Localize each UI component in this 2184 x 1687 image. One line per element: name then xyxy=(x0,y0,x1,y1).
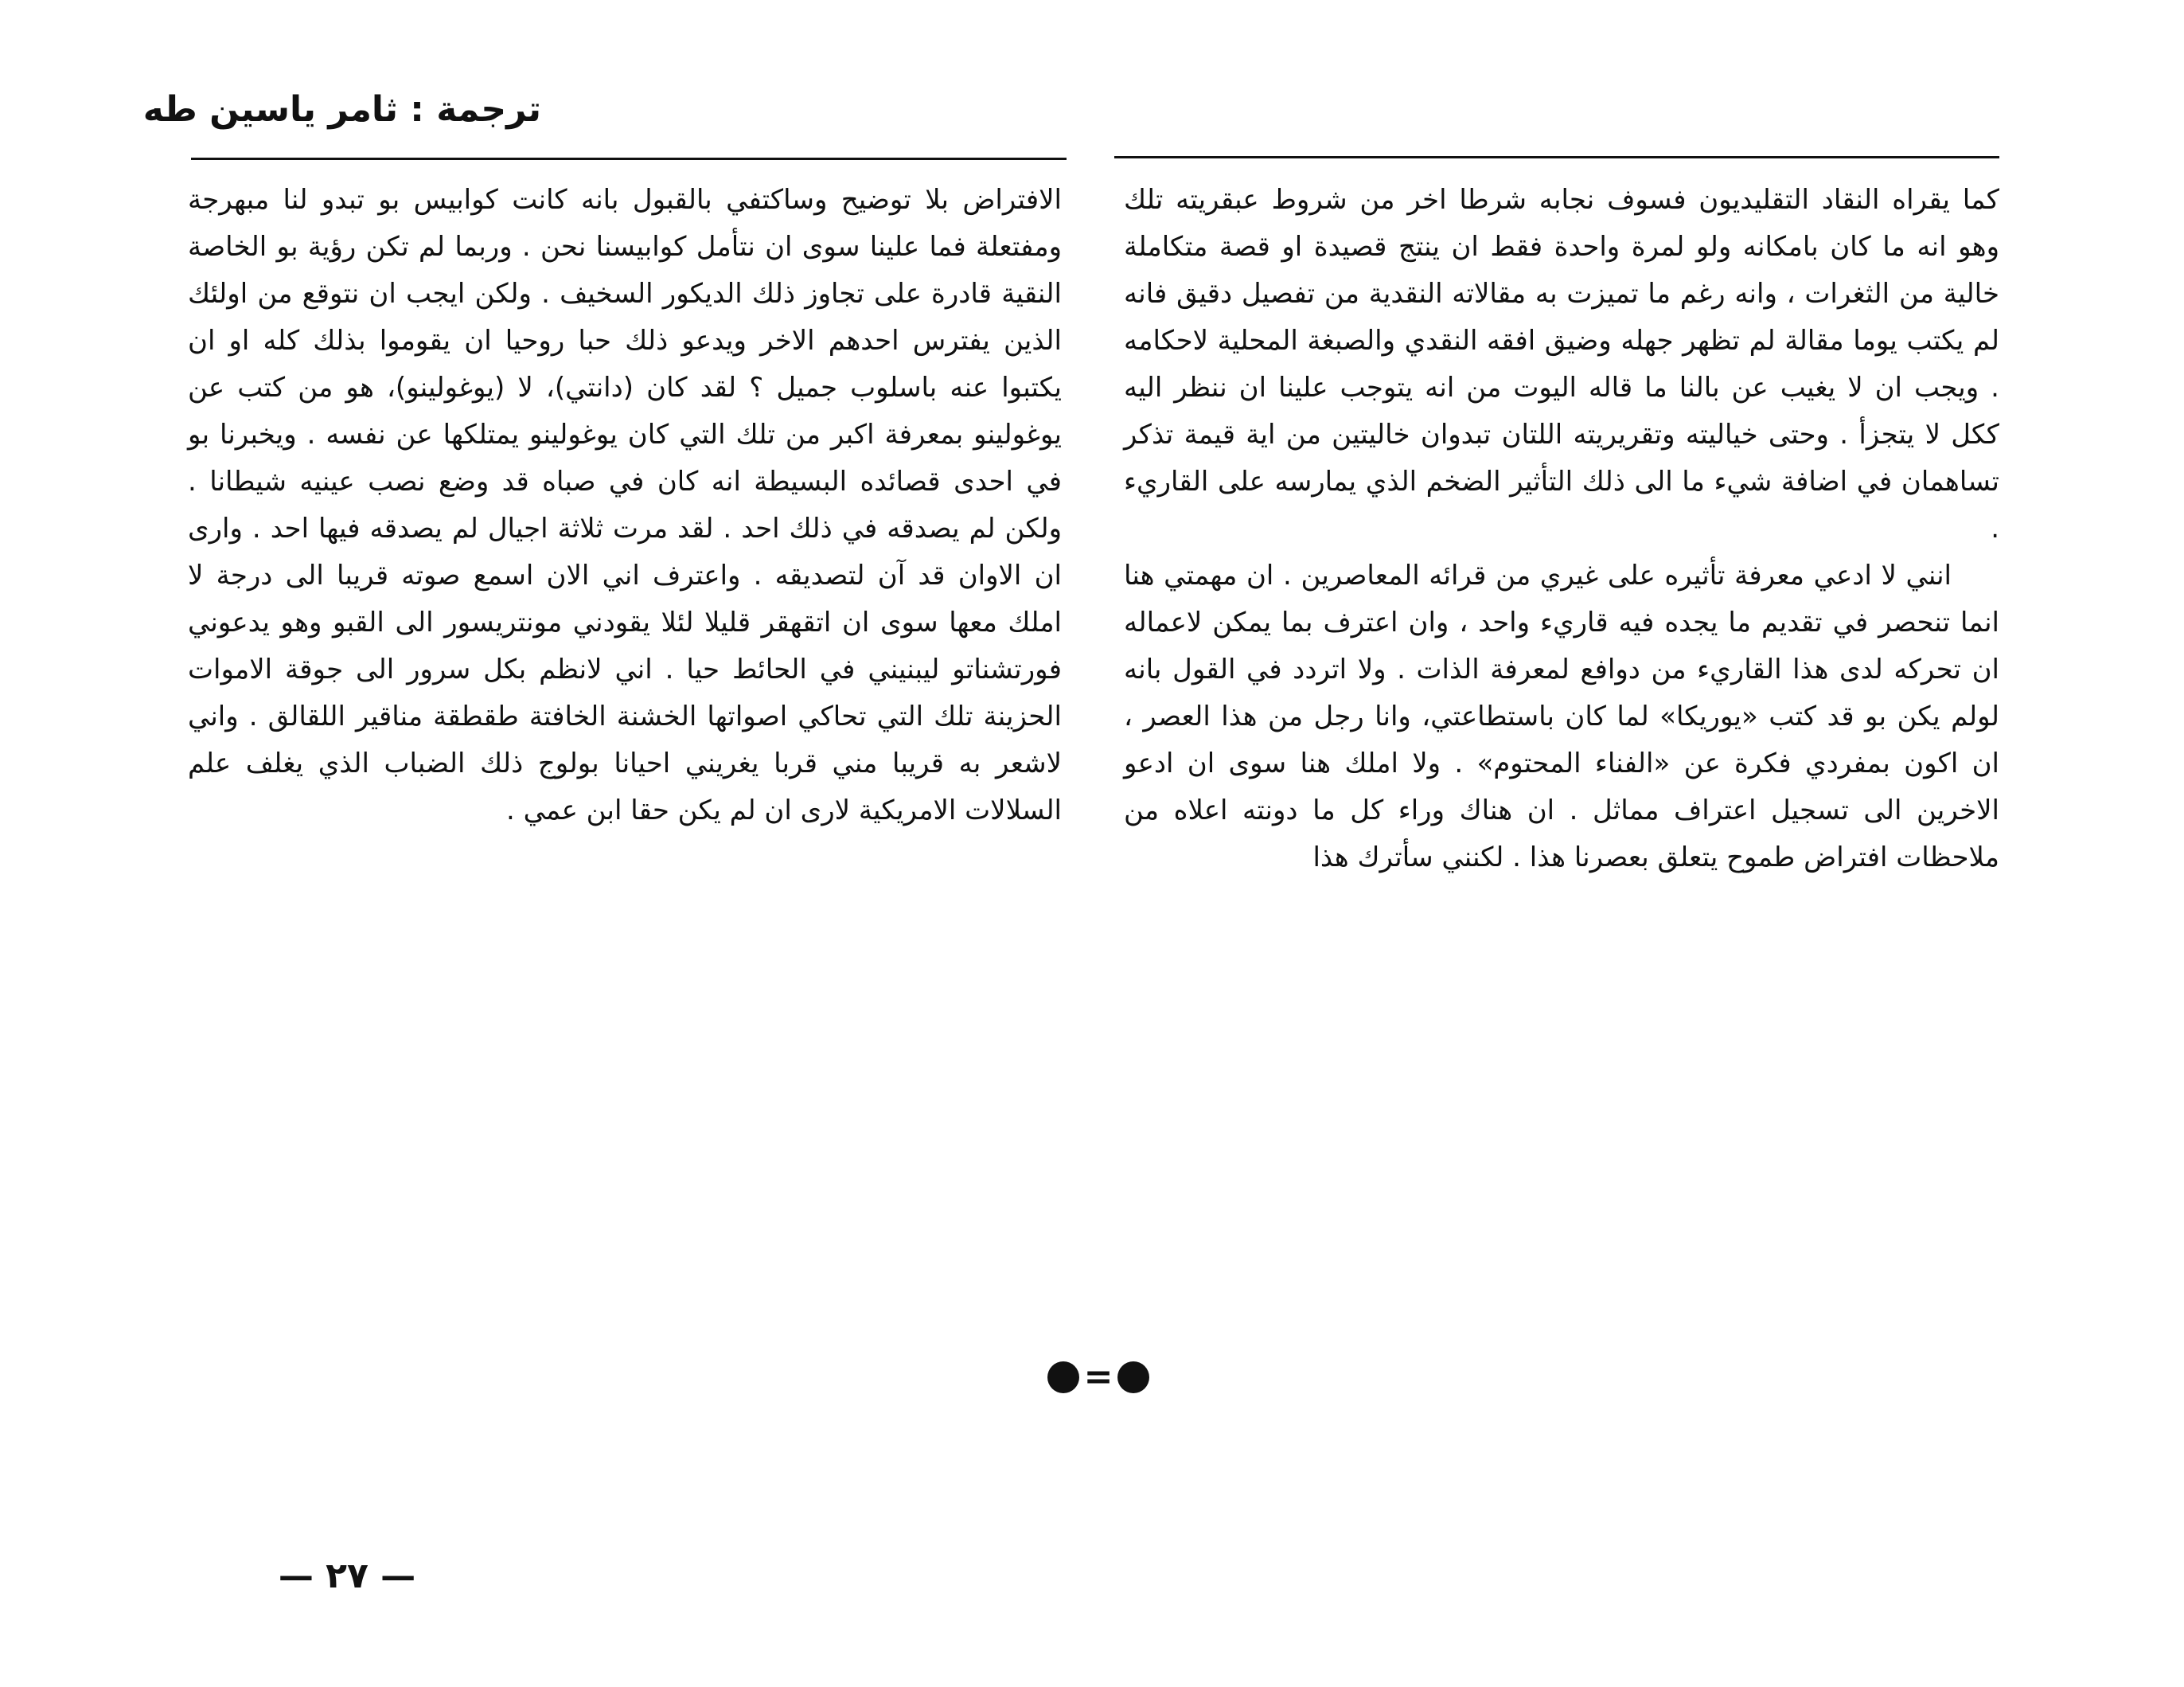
header-rule-right xyxy=(1114,156,1999,158)
paragraph: الافتراض بلا توضيح وساكتفي بالقبول بانه كانت كوابيس بو تبدو لنا مبهرجة ومفتعلة فما علينا سوى ان نتأمل كوابيسنا نحن . وربما لم تكن رؤية بو الخاصة النقية قادرة على تجاوز ذلك الديكور السخيف . ولكن ايجب ان نتوقع من اولئك الذين يفترس احدهم الاخر ويدعو ذلك حبا روحيا ان يقوموا بذلك كله او ان يكتبوا عنه باسلوب جميل ؟ لقد كان (دانتي)، لا (يوغولينو)، هو من كتب عن يوغولينو بمعرفة اكبر من تلك التي كان يوغولينو يمتلكها عن نفسه . ويخبرنا بو في احدى قصائده البسيطة انه كان في صباه قد وضع نصب عينيه شيطانا . ولكن لم يصدقه في ذلك احد . لقد مرت ثلاثة اجيال لم يصدقه فيها احد . وارى ان الاوان قد آن لتصديقه . واعترف اني الان اسمع صوته قريبا الى درجة لا املك معها سوى ان اتقهقر قليلا لئلا يقودني مونتريسور الى القبو وهو يدعوني فورتشناتو ليبنيني في الحائط حيا . اني لانظم بكل سرور الى جوقة الاموات الحزينة تلك التي تحاكي اصواتها الخشنة الخافتة طقطقة مناقير اللقالق . واني لاشعر به قريبا مني قربا يغريني احيانا بولوج ذلك الضباب الذي يغلف علم السلالات الامريكية لارى ان لم يكن حقا ابن عمي . xyxy=(188,184,1062,826)
end-ornament xyxy=(1035,1357,1162,1397)
ornament-dot-icon xyxy=(1047,1361,1079,1393)
paragraph: انني لا ادعي معرفة تأثيره على غيري من قرائه المعاصرين . ان مهمتي هنا انما تنحصر في تقديم ما يجده فيه قاريء واحد ، وان اعترف بما يمكن لاعماله ان تحركه لدى هذا القاريء من دوافع لمعرفة الذات . ولا اتردد في القول بانه لولم يكن بو قد كتب «يوريكا» لما كان باستطاعتي، وانا رجل من هذا العصر ، ان اكون بمفردي فكرة عن «الفناء المحتوم» . ولا املك هنا سوى ان ادعو الاخرين الى تسجيل اعتراف مماثل . ان هناك وراء كل ما دونته اعلاه من ملاحظات افتراض طموح يتعلق بعصرنا هذا . لكنني سأترك هذا xyxy=(1124,560,1999,873)
ornament-dot-icon xyxy=(1117,1361,1149,1393)
page-number: — ٢٧ — xyxy=(278,1556,416,1596)
header-rule-left xyxy=(191,158,1067,160)
paragraph: كما يقراه النقاد التقليديون فسوف نجابه شرطا اخر من شروط عبقريته تلك وهو انه ما كان بامكانه ولو لمرة واحدة فقط ان ينتج قصيدة او قصة متكاملة خالية من الثغرات ، وانه رغم ما تميزت به مقالاته النقدية من تفصيل دقيق فانه لم يكتب يوما مقالة لم تظهر جهله وضيق افقه النقدي والصبغة المحلية لاحكامه . ويجب ان لا يغيب عن بالنا ما قاله اليوت من انه يتوجب علينا ان ننظر اليه ككل لا يتجزأ . وحتى خياليته وتقريريته اللتان تبدوان خاليتين من اية قيمة تذكر تساهمان في اضافة شيء ما الى ذلك التأثير الضخم الذي يمارسه على القاريء . xyxy=(1124,184,1999,545)
page-header-title: ترجمة : ثامر ياسين طه xyxy=(142,89,541,130)
text-column-right xyxy=(1124,177,1999,881)
text-column-left xyxy=(188,177,1062,834)
ornament-separator: = xyxy=(1083,1357,1113,1397)
